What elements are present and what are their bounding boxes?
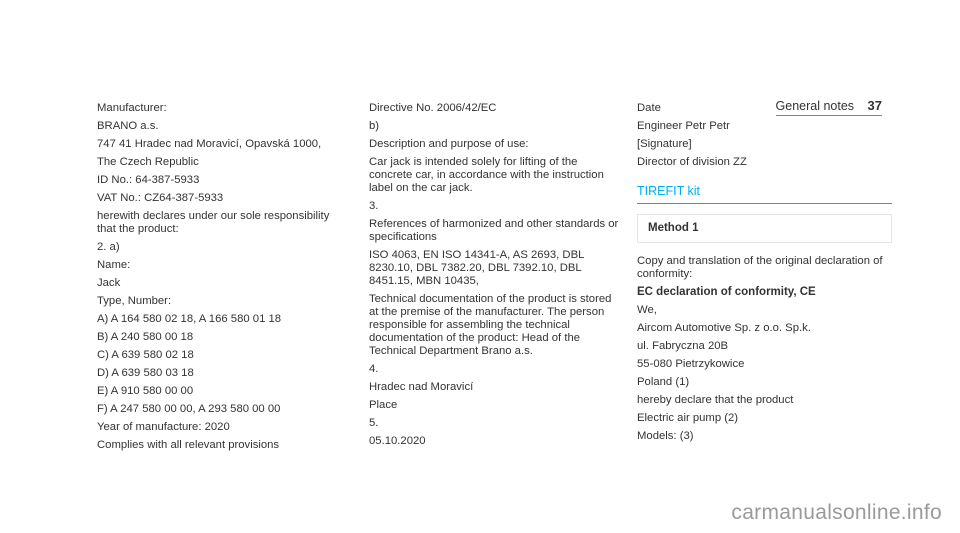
text-line: Car jack is intended solely for lifting of the concrete car, in accordance with the instruction label on the car jack. [369, 156, 604, 194]
text-line: Jack [97, 277, 121, 289]
text-line: Complies with all relevant provisions [97, 439, 280, 451]
text-line: We, [637, 304, 657, 316]
text-line: Place [369, 399, 398, 411]
text-line: Hradec nad Moravicí [369, 381, 474, 393]
text-line: VAT No.: CZ64-387-5933 [97, 192, 224, 204]
text-line: D) A 639 580 03 18 [97, 367, 194, 379]
text-line: BRANO a.s. [97, 120, 159, 132]
text-line: The Czech Republic [97, 156, 199, 168]
text-line: hereby declare that the product [637, 394, 794, 406]
text-line: Electric air pump (2) [637, 412, 739, 424]
text-line: [Signature] [637, 138, 692, 150]
text-line: Director of division ZZ [637, 156, 747, 168]
text-line: Technical documentation of the product is stored at the premise of the manufacturer. The person responsible for assembling the technical documentation of the product: Head of the Technical Department Brano a.s. [369, 293, 612, 357]
text-line: Copy and translation of the original declaration of conformity: [637, 255, 883, 280]
text-line: References of harmonized and other standards or specifications [369, 218, 619, 243]
text-line: Poland (1) [637, 376, 690, 388]
text-line: 5. [369, 417, 379, 429]
text-line: 55-080 Pietrzykowice [637, 358, 745, 370]
text-line: Date [637, 102, 661, 114]
text-line: 2. a) [97, 241, 120, 253]
method-box: Method 1 [637, 214, 892, 243]
text-line: Description and purpose of use: [369, 138, 529, 150]
text-line: E) A 910 580 00 00 [97, 385, 194, 397]
section-title: TIREFIT kit [637, 185, 892, 204]
text-line: C) A 639 580 02 18 [97, 349, 194, 361]
text-line: Manufacturer: [97, 102, 167, 114]
column-left [97, 102, 347, 457]
text-line: B) A 240 580 00 18 [97, 331, 194, 343]
text-line: herewith declares under our sole responsibility that the product: [97, 210, 330, 235]
section-name: General notes [775, 99, 855, 113]
text-line: Engineer Petr Petr [637, 120, 730, 132]
text-line: Directive No. 2006/42/EC [369, 102, 497, 114]
text-line: Aircom Automotive Sp. z o.o. Sp.k. [637, 322, 811, 334]
text-line: ID No.: 64-387-5933 [97, 174, 200, 186]
watermark: carmanualsonline.info [731, 501, 942, 524]
column-middle [369, 102, 621, 453]
text-line: b) [369, 120, 380, 132]
column-right [637, 102, 892, 448]
page-number: 37 [867, 98, 882, 113]
text-line: Name: [97, 259, 131, 271]
text-line: 4. [369, 363, 379, 375]
text-line: F) A 247 580 00 00, A 293 580 00 00 [97, 403, 281, 415]
text-line: A) A 164 580 02 18, A 166 580 01 18 [97, 313, 282, 325]
text-line: Type, Number: [97, 295, 172, 307]
text-line: ISO 4063, EN ISO 14341-A, AS 2693, DBL 8230.10, DBL 7382.20, DBL 7392.10, DBL 8451.15, MBN 10435, [369, 249, 584, 287]
text-line: Models: (3) [637, 430, 694, 442]
ec-declaration-title: EC declaration of conformity, CE [637, 286, 816, 298]
text-line: 3. [369, 200, 379, 212]
text-line: 05.10.2020 [369, 435, 426, 447]
text-line: ul. Fabryczna 20B [637, 340, 729, 352]
text-line: Year of manufacture: 2020 [97, 421, 230, 433]
text-line: 747 41 Hradec nad Moravicí, Opavská 1000, [97, 138, 322, 150]
